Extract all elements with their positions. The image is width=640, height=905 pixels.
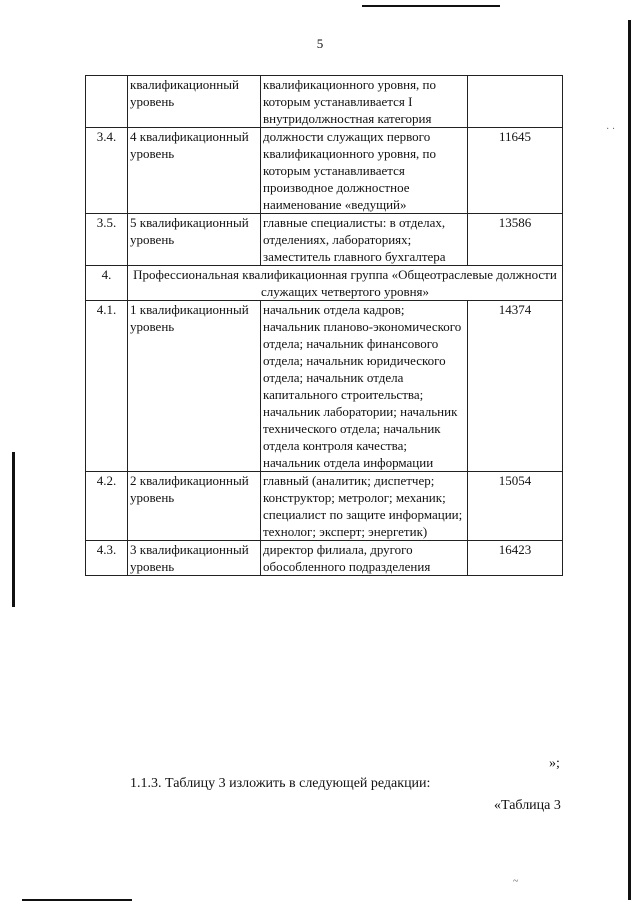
row-number-cell: 4.1. xyxy=(86,301,128,472)
position-description-cell: директор филиала, другого обособленного подразделения xyxy=(261,541,468,576)
group-number-cell: 4. xyxy=(86,266,128,301)
table-row xyxy=(86,214,563,266)
scan-line-bottom xyxy=(22,899,132,901)
table-row xyxy=(86,541,563,576)
qualification-level-cell: квалификационный уровень xyxy=(128,76,261,128)
salary-cell: 14374 xyxy=(468,301,563,472)
table-body xyxy=(86,76,563,576)
table-row xyxy=(86,76,563,128)
scan-speck: · · xyxy=(606,124,616,135)
table-group-row xyxy=(86,266,563,301)
position-description-cell: начальник отдела кадров; начальник планово-экономического отдела; начальник финансового отдела; начальник юридического отдела; начальник отдела капитального строительства; начальник лаборатории; начальник технического отдела; начальник отдела контроля качества; начальник отдела информации xyxy=(261,301,468,472)
row-number-cell: 4.2. xyxy=(86,472,128,541)
amendment-text: 1.1.3. Таблицу 3 изложить в следующей редакции: xyxy=(130,776,431,791)
salary-table xyxy=(85,75,563,576)
qualification-level-cell: 3 квалификационный уровень xyxy=(128,541,261,576)
page-number: 5 xyxy=(316,36,324,51)
position-description-cell: главные специалисты: в отделах, отделениях, лабораториях; заместитель главного бухгалтера xyxy=(261,214,468,266)
qualification-level-cell: 2 квалификационный уровень xyxy=(128,472,261,541)
row-number-cell: 4.3. xyxy=(86,541,128,576)
closing-quote: »; xyxy=(549,756,560,771)
row-number-cell xyxy=(86,76,128,128)
group-title-cell: Профессиональная квалификационная группа «Общеотраслевые должности служащих четвертого уровня» xyxy=(128,266,563,301)
salary-cell: 11645 xyxy=(468,128,563,214)
salary-cell: 13586 xyxy=(468,214,563,266)
salary-cell: 16423 xyxy=(468,541,563,576)
qualification-level-cell: 5 квалификационный уровень xyxy=(128,214,261,266)
scan-line-left xyxy=(12,452,15,607)
scan-line-right xyxy=(628,20,631,900)
qualification-level-cell: 4 квалификационный уровень xyxy=(128,128,261,214)
next-table-caption: «Таблица 3 xyxy=(494,798,561,813)
table-row xyxy=(86,301,563,472)
scan-line-top xyxy=(362,5,500,7)
table-row xyxy=(86,472,563,541)
scan-speck: ~ xyxy=(513,876,519,887)
position-description-cell: должности служащих первого квалификационного уровня, по которым устанавливается производное должностное наименование «ведущий» xyxy=(261,128,468,214)
table-row xyxy=(86,128,563,214)
salary-cell xyxy=(468,76,563,128)
salary-cell: 15054 xyxy=(468,472,563,541)
position-description-cell: главный (аналитик; диспетчер; конструктор; метролог; механик; специалист по защите информации; технолог; эксперт; энергетик) xyxy=(261,472,468,541)
row-number-cell: 3.5. xyxy=(86,214,128,266)
row-number-cell: 3.4. xyxy=(86,128,128,214)
position-description-cell: квалификационного уровня, по которым устанавливается I внутридолжностная категория xyxy=(261,76,468,128)
qualification-level-cell: 1 квалификационный уровень xyxy=(128,301,261,472)
